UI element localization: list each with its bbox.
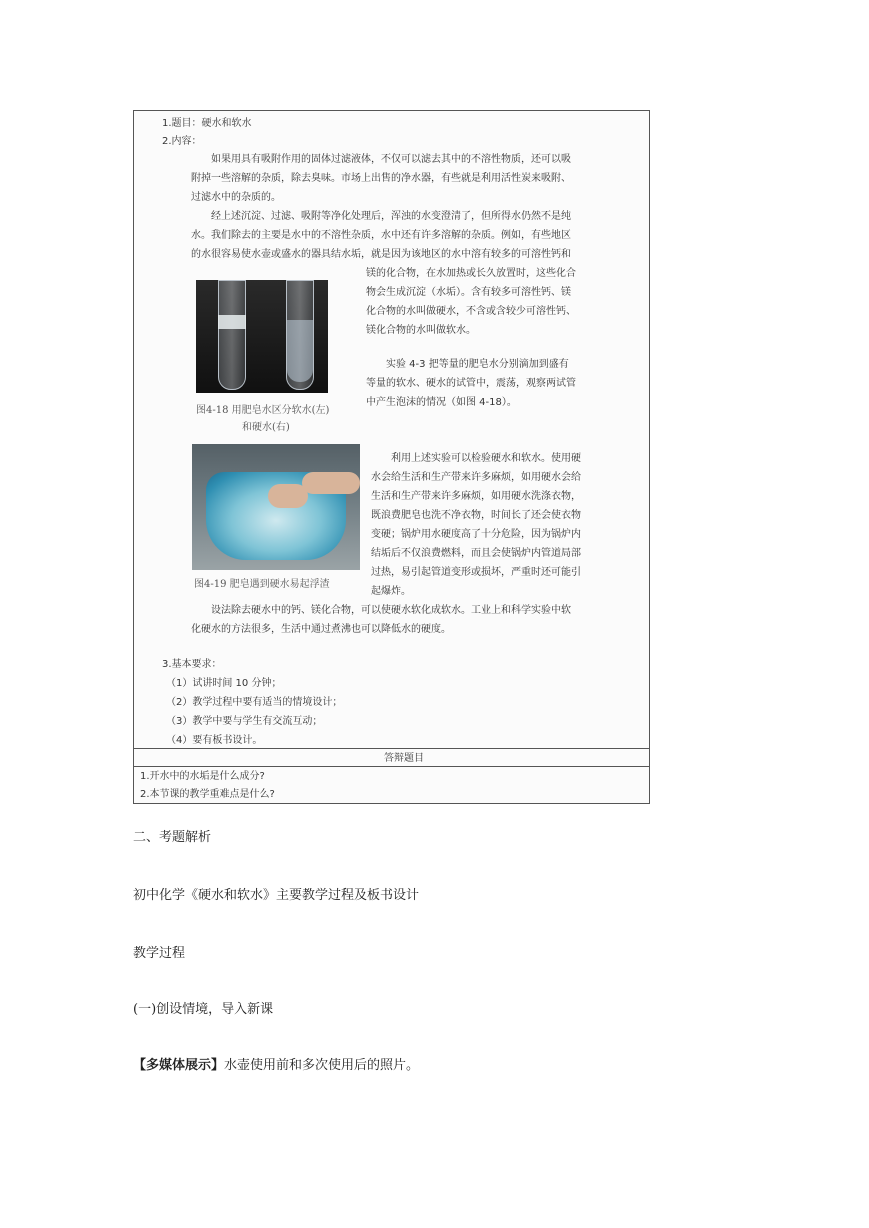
p3-line: 起爆炸。 [371, 586, 411, 597]
doc-title: 1.题目：硬水和软水 [162, 118, 252, 129]
figure-4-18-photo [196, 280, 328, 393]
qa-header: 答辩题目 [384, 753, 424, 764]
media-text: 水壶使用前和多次使用后的照片。 [224, 1058, 420, 1073]
hands [268, 484, 308, 508]
p3-line: 生活和生产带来许多麻烦，如用硬水洗涤衣物， [371, 491, 581, 502]
section-heading: 二、考题解析 [133, 830, 212, 845]
p3-line: 结垢后不仅浪费燃料，而且会使锅炉内管道局部 [371, 548, 581, 559]
fig18-caption: 图4-18 用肥皂水区分软水(左) [196, 405, 330, 416]
process-heading: 教学过程 [133, 946, 186, 961]
p3-line: 过热，易引起管道变形或损坏，严重时还可能引 [371, 567, 581, 578]
arm [302, 472, 360, 494]
requirement-item: （2）教学过程中要有适当的情境设计； [166, 697, 343, 708]
qa-question: 2.本节课的教学重难点是什么? [140, 789, 275, 800]
p2-right-line: 镁化合物的水叫做软水。 [366, 325, 476, 336]
p2-right-line: 镁的化合物，在水加热或长久放置时，这些化合 [366, 268, 576, 279]
media-line [133, 1054, 419, 1073]
p2-line: 经上述沉淀、过滤、吸附等净化处理后，浑浊的水变澄清了，但所得水仍然不是纯 [211, 211, 571, 222]
foam [218, 315, 246, 329]
subtitle: 初中化学《硬水和软水》主要教学过程及板书设计 [133, 888, 420, 903]
experiment-line: 中产生泡沫的情况（如图 4-18）。 [366, 397, 517, 408]
p2-line: 的水很容易使水壶或盛水的器具结水垢，就是因为该地区的水中溶有较多的可溶性钙和 [191, 249, 571, 260]
figure-4-19-photo [192, 444, 360, 570]
cloudy-water [287, 320, 313, 382]
experiment-line: 等量的软水、硬水的试管中，震荡，观察两试管 [366, 378, 576, 389]
table-divider [134, 748, 649, 749]
p1-line: 过滤水中的杂质的。 [191, 192, 281, 203]
p3-line: 变硬；锅炉用水硬度高了十分危险，因为锅炉内 [371, 529, 581, 540]
p4-line: 化硬水的方法很多，生活中通过煮沸也可以降低水的硬度。 [191, 624, 451, 635]
table-divider [134, 766, 649, 767]
fig19-caption: 图4-19 肥皂遇到硬水易起浮渣 [194, 579, 330, 590]
qa-question: 1.开水中的水垢是什么成分? [140, 771, 265, 782]
experiment-line: 实验 4-3 把等量的肥皂水分别滴加到盛有 [386, 359, 569, 370]
soft-water-tube [218, 280, 246, 390]
fig18-caption: 和硬水(右) [242, 422, 290, 433]
p2-right-line: 化合物的水叫做硬水，不含或含较少可溶性钙、 [366, 306, 576, 317]
media-tag: 【多媒体展示】 [133, 1058, 225, 1073]
requirement-item: （4）要有板书设计。 [166, 735, 263, 746]
p3-line: 既浪费肥皂也洗不净衣物，时间长了还会使衣物 [371, 510, 581, 521]
requirement-item: （3）教学中要与学生有交流互动； [166, 716, 323, 727]
p1-line: 附掉一些溶解的杂质，除去臭味。市场上出售的净水器，有些就是利用活性炭来吸附、 [191, 173, 571, 184]
requirement-item: （1）试讲时间 10 分钟； [166, 678, 282, 689]
step-heading: (一)创设情境，导入新课 [133, 1002, 274, 1017]
requirements-label: 3.基本要求： [162, 659, 222, 670]
p3-line: 利用上述实验可以检验硬水和软水。使用硬 [391, 453, 581, 464]
p2-right-line: 物会生成沉淀（水垢）。含有较多可溶性钙、镁 [366, 287, 571, 298]
p1-line: 如果用具有吸附作用的固体过滤液体，不仅可以滤去其中的不溶性物质，还可以吸 [211, 154, 571, 165]
p4-line: 设法除去硬水中的钙、镁化合物，可以使硬水软化成软水。工业上和科学实验中软 [211, 605, 571, 616]
p3-line: 水会给生活和生产带来许多麻烦，如用硬水会给 [371, 472, 581, 483]
exam-question-scan [133, 110, 650, 804]
content-label: 2.内容： [162, 136, 202, 147]
p2-line: 水。我们除去的主要是水中的不溶性杂质，水中还有许多溶解的杂质。例如，有些地区 [191, 230, 571, 241]
